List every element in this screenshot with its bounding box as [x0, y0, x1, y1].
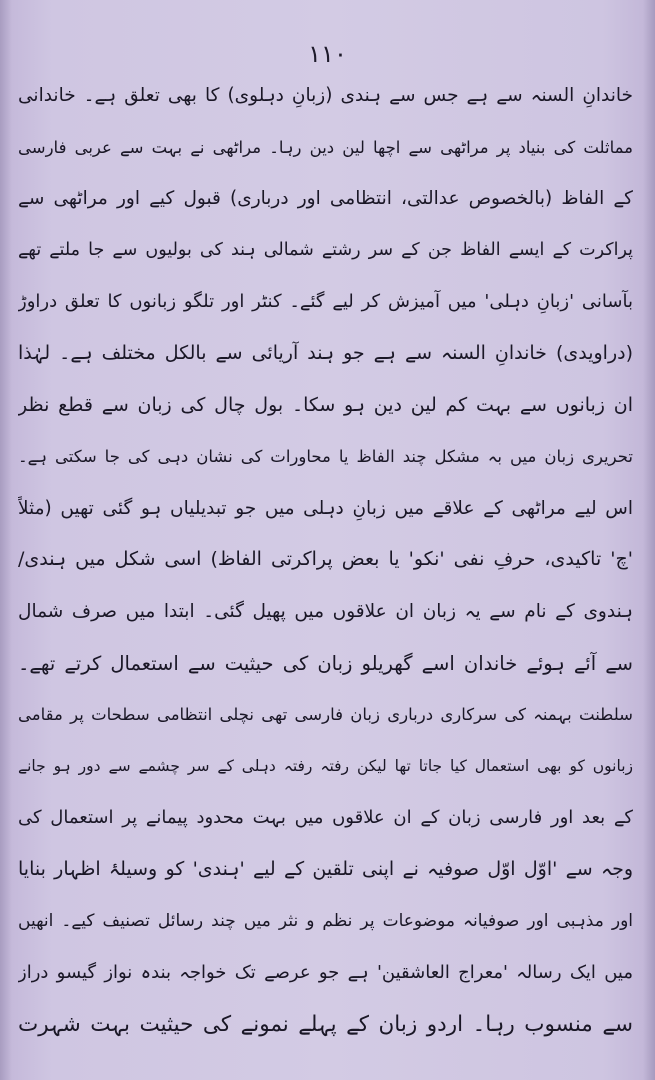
text-line: کے بعد اور فارسی زبان کے ان علاقوں میں بہت محدود پیمانے پر استعمال کی [18, 807, 633, 829]
page-left-edge-shadow [0, 0, 12, 1080]
text-line: ہندوی کے نام سے یہ زبان ان علاقوں میں پھیل گئی۔ ابتدا میں صرف شمال [18, 600, 633, 622]
text-line: پراکرت کے ایسے الفاظ جن کے سر رشتے شمالی ہند کی بولیوں سے جا ملتے تھے [18, 239, 633, 260]
text-line: مماثلت کی بنیاد پر مراٹھی سے اچھا لین دین رہا۔ مراٹھی نے بہت سے عربی فارسی [18, 137, 633, 157]
text-line: بآسانی 'زبانِ دہلی' میں آمیزش کر لیے گئے۔ کنٹر اور تلگو زبانوں کا تعلق دراوڑ [18, 291, 633, 313]
page-number: ۱۱۰ [308, 40, 347, 68]
text-line: وجہ سے 'اوّل اوّل صوفیہ نے اپنی تلقین کے لیے 'ہندی' کو وسیلۂ اظہار بنایا [18, 857, 633, 880]
text-line: ان زبانوں سے بہت کم لین دین ہو سکا۔ بول چال کی زبان سے قطع نظر [18, 393, 633, 416]
text-line: سے منسوب رہا۔ اردو زبان کے پہلے نمونے کی حیثیت بہت شہرت [18, 1011, 633, 1037]
page-right-edge-shadow [643, 0, 655, 1080]
text-line: اور مذہبی اور صوفیانہ موضوعات پر نظم و نثر میں چند رسائل تصنیف کیے۔ انھیں [18, 910, 633, 931]
text-line: (دراویدی) خاندانِ السنہ سے ہے جو ہند آریائی سے بالکل مختلف ہے۔ لہٰذا [18, 341, 633, 364]
text-line: تحریری زبان میں بہ مشکل چند الفاظ یا محاورات کی نشان دہی کی جا سکتی ہے۔ [18, 447, 633, 467]
text-line: میں ایک رسالہ 'معراج العاشقین' ہے جو عرصے تک خواجہ بندہ نواز گیسو دراز [18, 962, 633, 984]
text-line: زبانوں کو بھی استعمال کیا جاتا تھا لیکن رفتہ رفتہ دہلی کے سر چشمے سے دور ہو جانے [18, 756, 633, 775]
body-text [18, 70, 633, 1050]
text-line: سلطنت بہمنہ کی سرکاری درباری زبان فارسی تھی نچلی انتظامی سطحات پر مقامی [18, 705, 633, 725]
text-line: 'چ' تاکیدی، حرفِ نفی 'نکو' یا بعض پراکرتی الفاظ) اسی شکل میں ہندی/ [18, 548, 633, 571]
text-line: کے الفاظ (بالخصوص عدالتی، انتظامی اور درباری) قبول کیے اور مراٹھی سے [18, 188, 633, 210]
text-line: اس لیے مراٹھی کے علاقے میں زبانِ دہلی میں جو تبدیلیاں ہو گئی تھیں (مثلاً [18, 497, 633, 519]
text-line: سے آئے ہوئے خاندان اسے گھریلو زبان کی حیثیت سے استعمال کرتے تھے۔ [18, 651, 633, 675]
text-line: خاندانِ السنہ سے ہے جس سے ہندی (زبانِ دہلوی) کا بھی تعلق ہے۔ خاندانی [18, 85, 633, 106]
